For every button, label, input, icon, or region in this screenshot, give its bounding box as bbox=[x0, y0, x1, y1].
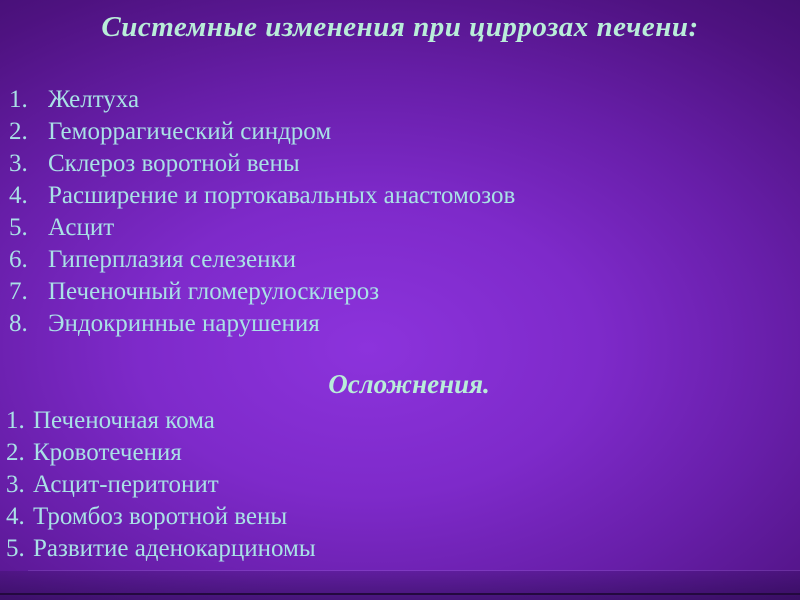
slide-title: Системные изменения при циррозах печени: bbox=[101, 11, 699, 43]
list-item-number: 2. bbox=[9, 118, 28, 145]
list-item-text: Асцит bbox=[48, 214, 115, 241]
list-item-text: Асцит-перитонит bbox=[33, 471, 219, 498]
list-item-text: Желтуха bbox=[48, 86, 140, 113]
list-item-number: 3. bbox=[6, 471, 25, 498]
list-item bbox=[9, 276, 515, 308]
list-item bbox=[6, 437, 316, 469]
list-item bbox=[9, 212, 515, 244]
list-item-text: Гиперплазия селезенки bbox=[48, 246, 297, 273]
list-item-number: 1. bbox=[9, 86, 28, 113]
list-item-number: 3. bbox=[9, 150, 28, 177]
list-item-number: 6. bbox=[9, 246, 28, 273]
list-item-number: 5. bbox=[6, 535, 25, 562]
list-item bbox=[9, 180, 515, 212]
list-item-text: Развитие аденокарциномы bbox=[33, 535, 316, 562]
list-item-number: 2. bbox=[6, 439, 25, 466]
list-item-text: Эндокринные нарушения bbox=[48, 310, 320, 337]
list-item bbox=[6, 469, 316, 501]
list-item bbox=[9, 84, 515, 116]
list-item-text: Расширение и портокавальных анастомозов bbox=[48, 182, 516, 209]
bottom-shade-band bbox=[0, 571, 800, 600]
list-item bbox=[9, 308, 515, 340]
complications-heading: Осложнения. bbox=[328, 369, 490, 399]
list-item-text: Тромбоз воротной вены bbox=[33, 503, 288, 530]
list-item-text: Геморрагический синдром bbox=[48, 118, 332, 145]
complications-list bbox=[6, 405, 316, 565]
bottom-dark-line bbox=[0, 593, 800, 595]
list-item-number: 4. bbox=[9, 182, 28, 209]
list-item bbox=[6, 501, 316, 533]
systemic-changes-list bbox=[9, 84, 515, 340]
list-item-number: 1. bbox=[6, 407, 25, 434]
list-item-number: 7. bbox=[9, 278, 28, 305]
list-item bbox=[6, 533, 316, 565]
list-item bbox=[6, 405, 316, 437]
list-item-text: Склероз воротной вены bbox=[48, 150, 300, 177]
list-item bbox=[9, 244, 515, 276]
list-item-text: Кровотечения bbox=[33, 439, 182, 466]
list-item bbox=[9, 148, 515, 180]
list-item-number: 5. bbox=[9, 214, 28, 241]
list-item-text: Печеночная кома bbox=[33, 407, 215, 434]
list-item-text: Печеночный гломерулосклероз bbox=[48, 278, 380, 305]
list-item-number: 4. bbox=[6, 503, 25, 530]
list-item bbox=[9, 116, 515, 148]
list-item-number: 8. bbox=[9, 310, 28, 337]
